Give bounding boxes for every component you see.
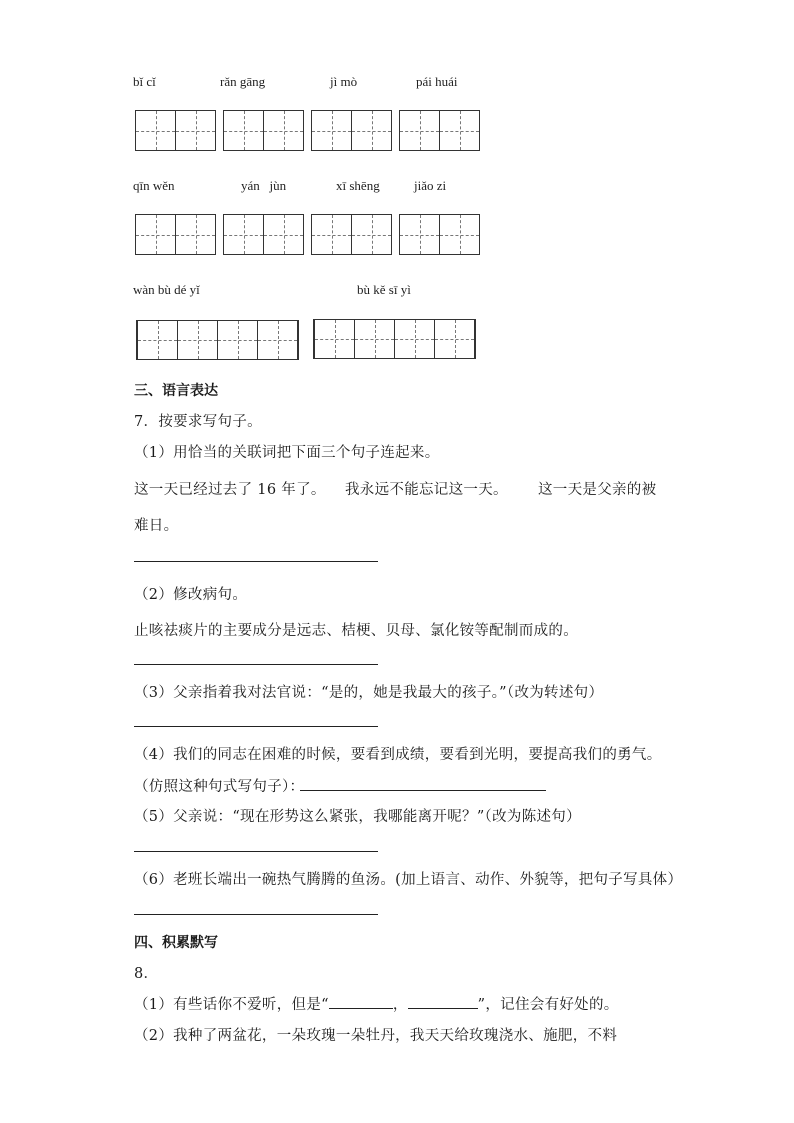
section-heading: 三、语言表达	[134, 383, 218, 399]
writing-grid[interactable]	[223, 214, 304, 255]
writing-grid[interactable]	[136, 320, 299, 360]
answer-line[interactable]	[300, 790, 546, 791]
question-item: （3）父亲指着我对法官说：“是的，她是我最大的孩子。”（改为转述句）	[134, 685, 604, 701]
writing-grid[interactable]	[135, 214, 216, 255]
fill-blank[interactable]	[329, 1008, 393, 1009]
question-text: 我永远不能忘记这一天。	[345, 482, 508, 498]
question-text: 难日。	[134, 518, 179, 534]
question-item: （2）修改病句。	[134, 587, 248, 603]
question-text: ”，记住会有好处的。	[477, 997, 619, 1013]
pinyin-label: pái huái	[416, 74, 458, 89]
question-item: （5）父亲说：“现在形势这么紧张，我哪能离开呢？”（改为陈述句）	[134, 809, 581, 825]
pinyin-label: qīn wěn	[133, 178, 175, 193]
pinyin-label: yán jùn	[241, 178, 287, 193]
question-title: 8．	[134, 966, 159, 982]
answer-line[interactable]	[134, 664, 378, 665]
question-item: （4）我们的同志在困难的时候，要看到成绩，要看到光明，要提高我们的勇气。	[134, 747, 662, 763]
pinyin-label: rǎn gāng	[220, 74, 266, 89]
fill-blank[interactable]	[408, 1008, 478, 1009]
question-text: 止咳祛痰片的主要成分是远志、桔梗、贝母、氯化铵等配制而成的。	[134, 623, 578, 639]
question-text: （1）有些话你不爱听，但是“	[134, 997, 329, 1013]
pinyin-label: jiǎo zi	[414, 178, 447, 193]
question-item: （6）老班长端出一碗热气腾腾的鱼汤。(加上语言、动作、外貌等，把句子写具体）	[134, 872, 683, 888]
writing-grid[interactable]	[135, 110, 216, 151]
question-text: 这一天是父亲的被	[538, 482, 657, 498]
writing-grid[interactable]	[399, 214, 480, 255]
answer-line[interactable]	[134, 726, 378, 727]
answer-line[interactable]	[134, 561, 378, 562]
pinyin-label: xī shēng	[336, 178, 380, 193]
question-text: ，	[392, 997, 408, 1013]
question-item	[134, 993, 619, 1014]
writing-grid[interactable]	[399, 110, 480, 151]
answer-line[interactable]	[134, 914, 378, 915]
question-item: （2）我种了两盆花，一朵玫瑰一朵牡丹，我天天给玫瑰浇水、施肥，不料	[134, 1028, 618, 1044]
writing-grid[interactable]	[311, 214, 392, 255]
question-text: 这一天已经过去了 16 年了。	[134, 482, 326, 498]
writing-grid[interactable]	[223, 110, 304, 151]
pinyin-label: wàn bù dé yǐ	[133, 282, 200, 297]
pinyin-label: jì mò	[330, 74, 358, 89]
writing-grid[interactable]	[313, 319, 476, 359]
pinyin-label: bǐ cǐ	[133, 74, 156, 89]
question-prompt: （仿照这种句式写句子）：	[134, 779, 305, 795]
answer-line[interactable]	[134, 851, 378, 852]
question-item: （1）用恰当的关联词把下面三个句子连起来。	[134, 445, 440, 461]
writing-grid[interactable]	[311, 110, 392, 151]
question-title: 7．按要求写句子。	[134, 414, 262, 430]
pinyin-label: bù kě sī yì	[357, 282, 411, 297]
section-heading: 四、积累默写	[134, 935, 218, 951]
